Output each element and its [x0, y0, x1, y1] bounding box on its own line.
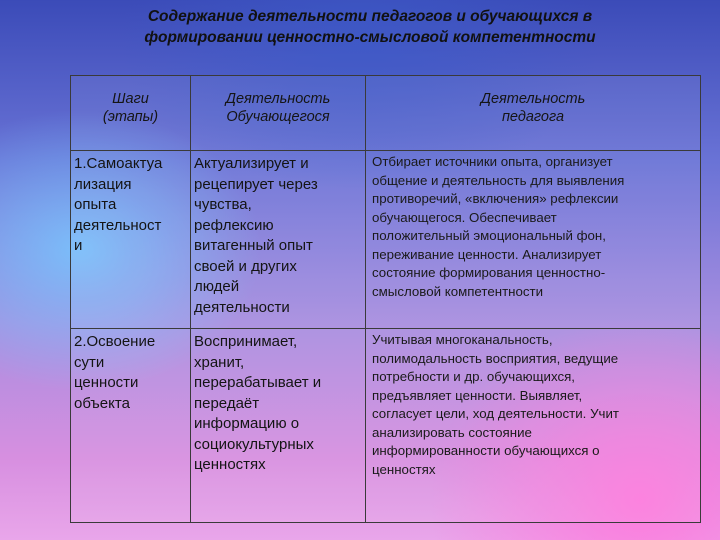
header-steps: Шаги (этапы) [71, 76, 191, 151]
teacher-activity-cell: Отбирает источники опыта, организует общение и деятельность для выявления противоречий, «включения» рефлексии обучающегося. Обеспечивает положительный эмоциональный фон, переживание ценности. Анализирует состояние формирования ценностно- смысловой компетентности [366, 151, 701, 329]
header-student-activity: Деятельность Обучающегося [191, 76, 366, 151]
table-row [71, 151, 701, 329]
page-title: Содержание деятельности педагогов и обучающихся в формировании ценностно-смысловой компетентности [144, 8, 596, 46]
student-activity-cell: Воспринимает, хранит, перерабатывает и передаёт информацию о социокультурных ценностях [191, 329, 366, 523]
teacher-activity-cell: Учитывая многоканальность, полимодальность восприятия, ведущие потребности и др. обучающихся, предъявляет ценности. Выявляет, согласует цели, ход деятельности. Учит анализировать состояние информированности обучающихся о ценностях [366, 329, 701, 523]
table-header-row [71, 76, 701, 151]
student-activity-cell: Актуализирует и рецепирует через чувства, рефлексию витагенный опыт своей и других людей деятельности [191, 151, 366, 329]
table-row [71, 329, 701, 523]
step-cell: 2.Освоение сути ценности объекта [71, 329, 191, 523]
activity-table [70, 75, 701, 523]
step-cell: 1.Самоактуа лизация опыта деятельност и [71, 151, 191, 329]
header-teacher-activity: Деятельность педагога [366, 76, 701, 151]
